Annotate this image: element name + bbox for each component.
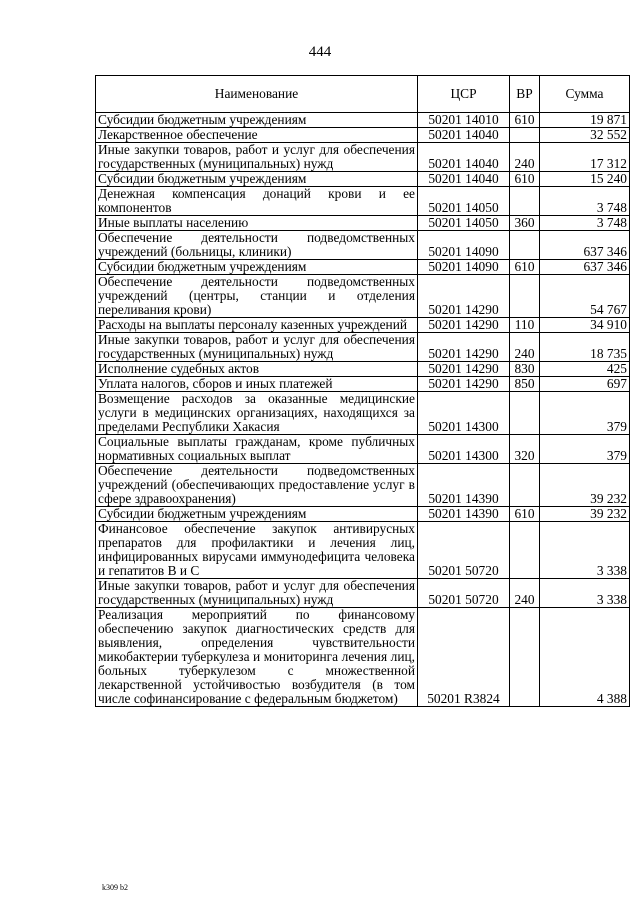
- row-name-cell: Субсидии бюджетным учреждениям: [96, 507, 418, 522]
- table-row: [96, 318, 630, 333]
- row-sum-cell: 3 748: [540, 187, 630, 216]
- row-sum-cell: 379: [540, 392, 630, 435]
- row-sum-cell: 15 240: [540, 172, 630, 187]
- row-vr-cell: [510, 275, 540, 318]
- row-name-cell: Расходы на выплаты персоналу казенных учреждений: [96, 318, 418, 333]
- header-sum: Сумма: [540, 76, 630, 113]
- row-name-cell: Субсидии бюджетным учреждениям: [96, 260, 418, 275]
- row-csr-cell: 50201 50720: [418, 522, 510, 579]
- row-csr-cell: 50201 14090: [418, 231, 510, 260]
- row-csr-cell: 50201 14390: [418, 464, 510, 507]
- table-row: [96, 143, 630, 172]
- row-sum-cell: 637 346: [540, 231, 630, 260]
- row-vr-cell: 110: [510, 318, 540, 333]
- row-vr-cell: [510, 128, 540, 143]
- row-sum-cell: 3 338: [540, 579, 630, 608]
- row-name-cell: Субсидии бюджетным учреждениям: [96, 113, 418, 128]
- row-csr-cell: 50201 14300: [418, 435, 510, 464]
- row-sum-cell: 54 767: [540, 275, 630, 318]
- table-row: [96, 260, 630, 275]
- row-name-cell: Реализация мероприятий по финансовому обеспечению закупок диагностических средств для выявления, определения чувствительности микобактерии туберкулеза и мониторинга лечения лиц, больных туберкулезом с множественной лекарственной устойчивостью возбудителя (в том числе софинансирование с федеральным бюджетом): [96, 608, 418, 707]
- table-row: [96, 392, 630, 435]
- row-csr-cell: 50201 14290: [418, 333, 510, 362]
- row-sum-cell: 3 338: [540, 522, 630, 579]
- row-sum-cell: 3 748: [540, 216, 630, 231]
- row-name-cell: Иные выплаты населению: [96, 216, 418, 231]
- row-vr-cell: 610: [510, 260, 540, 275]
- row-vr-cell: 320: [510, 435, 540, 464]
- header-name: Наименование: [96, 76, 418, 113]
- row-name-cell: Иные закупки товаров, работ и услуг для обеспечения государственных (муниципальных) нужд: [96, 143, 418, 172]
- row-vr-cell: 240: [510, 579, 540, 608]
- table-row: [96, 362, 630, 377]
- table-row: [96, 333, 630, 362]
- table-row: [96, 579, 630, 608]
- row-name-cell: Субсидии бюджетным учреждениям: [96, 172, 418, 187]
- table-row: [96, 172, 630, 187]
- row-name-cell: Обеспечение деятельности подведомственных учреждений (центры, станции и отделения переливания крови): [96, 275, 418, 318]
- row-vr-cell: [510, 187, 540, 216]
- row-vr-cell: 240: [510, 143, 540, 172]
- page-number: 444: [308, 44, 332, 60]
- row-vr-cell: [510, 392, 540, 435]
- row-vr-cell: 240: [510, 333, 540, 362]
- row-vr-cell: [510, 231, 540, 260]
- row-sum-cell: 32 552: [540, 128, 630, 143]
- table-row: [96, 216, 630, 231]
- row-name-cell: Обеспечение деятельности подведомственных учреждений (больницы, клиники): [96, 231, 418, 260]
- row-vr-cell: [510, 464, 540, 507]
- table-row: [96, 113, 630, 128]
- row-sum-cell: 39 232: [540, 464, 630, 507]
- row-csr-cell: 50201 14040: [418, 172, 510, 187]
- table-header-row: [96, 76, 630, 113]
- row-vr-cell: [510, 522, 540, 579]
- row-csr-cell: 50201 14010: [418, 113, 510, 128]
- budget-table: [95, 75, 630, 707]
- row-csr-cell: 50201 14050: [418, 216, 510, 231]
- row-csr-cell: 50201 14290: [418, 275, 510, 318]
- table-row: [96, 507, 630, 522]
- row-csr-cell: 50201 14040: [418, 128, 510, 143]
- row-csr-cell: 50201 14300: [418, 392, 510, 435]
- table-row: [96, 128, 630, 143]
- row-name-cell: Финансовое обеспечение закупок антивирусных препаратов для профилактики и лечения лиц, инфицированных вирусами иммунодефицита человека и гепатитов В и С: [96, 522, 418, 579]
- row-sum-cell: 18 735: [540, 333, 630, 362]
- table-row: [96, 187, 630, 216]
- row-csr-cell: 50201 14040: [418, 143, 510, 172]
- row-csr-cell: 50201 14090: [418, 260, 510, 275]
- row-name-cell: Иные закупки товаров, работ и услуг для обеспечения государственных (муниципальных) нужд: [96, 333, 418, 362]
- row-sum-cell: 19 871: [540, 113, 630, 128]
- table-row: [96, 231, 630, 260]
- row-vr-cell: 830: [510, 362, 540, 377]
- row-sum-cell: 637 346: [540, 260, 630, 275]
- row-vr-cell: 610: [510, 113, 540, 128]
- header-vr: ВР: [510, 76, 540, 113]
- row-name-cell: Денежная компенсация донаций крови и ее компонентов: [96, 187, 418, 216]
- header-csr: ЦСР: [418, 76, 510, 113]
- row-csr-cell: 50201 14290: [418, 377, 510, 392]
- row-vr-cell: 360: [510, 216, 540, 231]
- row-name-cell: Исполнение судебных актов: [96, 362, 418, 377]
- row-sum-cell: 34 910: [540, 318, 630, 333]
- row-name-cell: Возмещение расходов за оказанные медицинские услуги в медицинских организациях, находящихся за пределами Республики Хакасия: [96, 392, 418, 435]
- row-csr-cell: 50201 14050: [418, 187, 510, 216]
- row-csr-cell: 50201 50720: [418, 579, 510, 608]
- row-sum-cell: 4 388: [540, 608, 630, 707]
- table-row: [96, 377, 630, 392]
- table-body: [96, 113, 630, 707]
- table-row: [96, 522, 630, 579]
- row-csr-cell: 50201 14290: [418, 362, 510, 377]
- row-csr-cell: 50201 14290: [418, 318, 510, 333]
- row-name-cell: Социальные выплаты гражданам, кроме публичных нормативных социальных выплат: [96, 435, 418, 464]
- row-name-cell: Обеспечение деятельности подведомственных учреждений (обеспечивающих предоставление услуг в сфере здравоохранения): [96, 464, 418, 507]
- table-row: [96, 608, 630, 707]
- row-csr-cell: 50201 R3824: [418, 608, 510, 707]
- row-name-cell: Иные закупки товаров, работ и услуг для обеспечения государственных (муниципальных) нужд: [96, 579, 418, 608]
- row-name-cell: Уплата налогов, сборов и иных платежей: [96, 377, 418, 392]
- table-row: [96, 464, 630, 507]
- row-name-cell: Лекарственное обеспечение: [96, 128, 418, 143]
- row-csr-cell: 50201 14390: [418, 507, 510, 522]
- row-sum-cell: 39 232: [540, 507, 630, 522]
- row-vr-cell: 610: [510, 172, 540, 187]
- table-row: [96, 275, 630, 318]
- footer-code: k309 b2: [102, 883, 128, 892]
- row-sum-cell: 17 312: [540, 143, 630, 172]
- row-vr-cell: [510, 608, 540, 707]
- row-sum-cell: 425: [540, 362, 630, 377]
- row-sum-cell: 379: [540, 435, 630, 464]
- row-vr-cell: 610: [510, 507, 540, 522]
- table-row: [96, 435, 630, 464]
- row-sum-cell: 697: [540, 377, 630, 392]
- row-vr-cell: 850: [510, 377, 540, 392]
